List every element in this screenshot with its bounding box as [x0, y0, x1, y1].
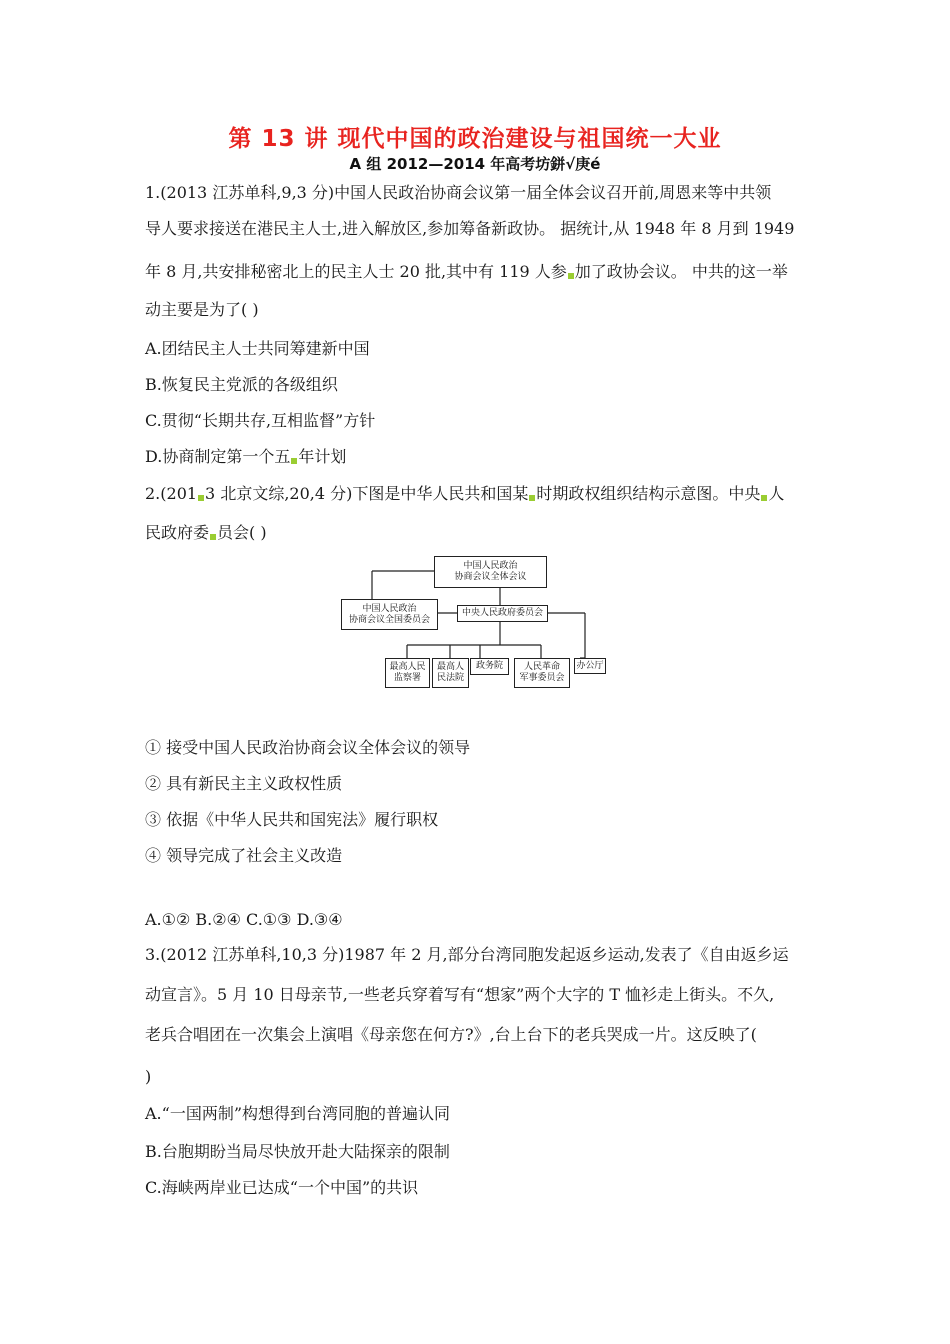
box-general-office: 办公厅 [574, 658, 606, 674]
highlight-mark [198, 495, 204, 501]
q2-statement-4: ④ 领导完成了社会主义改造 [145, 846, 343, 865]
box-supreme-court: 最高人 民法院 [432, 658, 469, 688]
q3-line-3: 老兵合唱团在一次集会上演唱《母亲您在何方?》,台上台下的老兵哭成一片。这反映了( [145, 1025, 757, 1044]
q2-statement-1: ① 接受中国人民政治协商会议全体会议的领导 [145, 738, 471, 757]
page-title: 第 13 讲 现代中国的政治建设与祖国统一大业 [228, 126, 722, 152]
box-central-government-committee: 中央人民政府委员会 [457, 605, 548, 622]
highlight-mark [529, 495, 535, 501]
q3-option-c: C.海峡两岸业已达成“一个中国”的共识 [145, 1178, 419, 1197]
q2-choices: A.①② B.②④ C.①③ D.③④ [145, 910, 343, 929]
q1-option-d: D.协商制定第一个五 年计划 [145, 447, 347, 466]
highlight-mark [568, 273, 574, 279]
highlight-mark [210, 534, 216, 540]
q2-line-2: 民政府委 员会( ) [145, 523, 267, 542]
q3-line-2: 动宣言》。5 月 10 日母亲节,一些老兵穿着写有“想家”两个大字的 T 恤衫走上街头。不久, [145, 985, 775, 1004]
q1-option-a: A.团结民主人士共同筹建新中国 [145, 339, 370, 358]
q3-line-1: 3.(2012 江苏单科,10,3 分)1987 年 2 月,部分台湾同胞发起返乡运动,发表了《自由返乡运 [145, 945, 789, 964]
q1-line-2: 导人要求接送在港民主人士,进入解放区,参加筹备新政协。 据统计,从 1948 年 8 月到 1949 [145, 219, 795, 238]
q3-line-4: ) [145, 1067, 152, 1086]
box-supreme-procuratorate: 最高人民 监察署 [385, 658, 430, 688]
q1-option-c: C.贯彻“长期共存,互相监督”方针 [145, 411, 376, 430]
box-cppcc-plenary: 中国人民政治 协商会议全体会议 [434, 556, 547, 588]
q3-option-a: A.“一国两制”构想得到台湾同胞的普遍认同 [145, 1104, 451, 1123]
highlight-mark [761, 495, 767, 501]
org-structure-diagram [340, 555, 610, 695]
q1-line-3: 年 8 月,共安排秘密北上的民主人士 20 批,其中有 119 人参 加了政协会议。 中共的这一举 [145, 262, 788, 281]
q2-statement-3: ③ 依据《中华人民共和国宪法》履行职权 [145, 810, 439, 829]
q2-statement-2: ② 具有新民主主义政权性质 [145, 774, 343, 793]
box-cppcc-national-committee: 中国人民政治 协商会议全国委员会 [341, 599, 438, 630]
q1-option-b: B.恢复民主党派的各级组织 [145, 375, 338, 394]
box-government-administration-council: 政务院 [470, 658, 509, 675]
box-military-commission: 人民革命 军事委员会 [514, 658, 570, 688]
highlight-mark [291, 458, 297, 464]
q1-line-1: 1.(2013 江苏单科,9,3 分)中国人民政治协商会议第一届全体会议召开前,周恩来等中共领 [145, 183, 772, 202]
q1-line-4: 动主要是为了( ) [145, 300, 259, 319]
q3-option-b: B.台胞期盼当局尽快放开赴大陆探亲的限制 [145, 1142, 450, 1161]
q2-line-1: 2.(201 3 北京文综,20,4 分)下图是中华人民共和国某 时期政权组织结构示意图。中央 人 [145, 484, 785, 503]
section-subtitle: A 组 2012—2014 年高考坊鉼√庚é [349, 155, 601, 173]
